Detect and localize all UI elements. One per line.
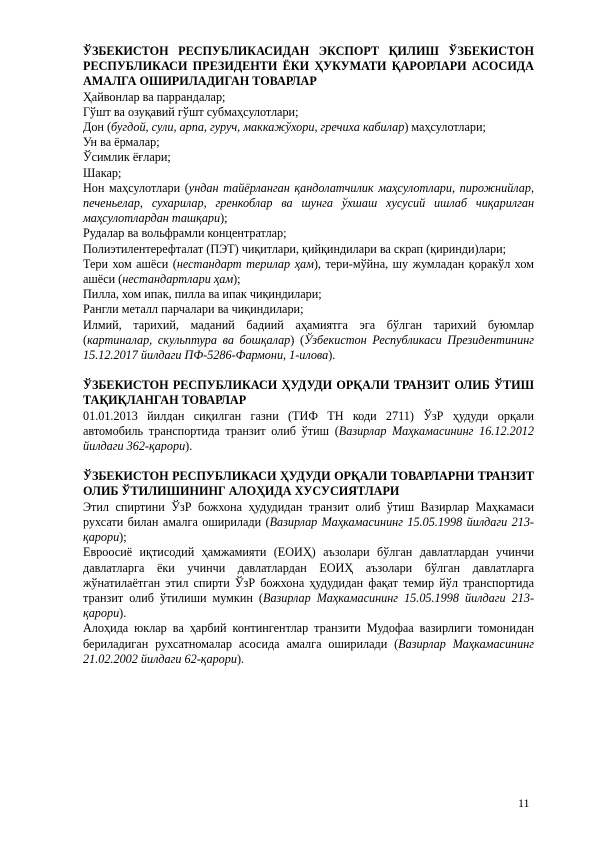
list-item: Шакар; [83,165,122,180]
section-spacer [83,454,534,469]
list-item: Гўшт ва озуқавий гўшт субмаҳсулотлари; [83,104,299,119]
list-item: Этил спиртини ЎзР божхона ҳудудидан транзит олиб ўтиш Вазирлар Маҳкамаси рухсати билан амалга оширилади (Вазирлар Маҳкамасининг 15.05.1998 йилдаги 213-қарори); [83,499,534,545]
list-item: Полиэтилентерефталат (ПЭТ) чиқитлари, қийқиндилари ва скрап (қиринди)лари; [83,241,507,256]
list-item: Рангли металл парчалари ва чиқиндилари; [83,302,304,317]
list-item: Ун ва ёрмалар; [83,135,160,150]
list-item: Ўсимлик ёғлари; [83,150,171,165]
list-item: Нон маҳсулотлари (ундан тайёрланган қандолатчилик маҳсулотлари, пирожнийлар, печеньелар, сухарилар, гренкоблар ва шунга ўхшаш хусусий ишлаб чиқарилган маҳсулотлардан ташқари); [83,180,534,226]
section-heading-transit-prohibited: ЎЗБЕКИСТОН РЕСПУБЛИКАСИ ҲУДУДИ ОРҚАЛИ ТРАНЗИТ ОЛИБ ЎТИШ ТАҚИҚЛАНГАН ТОВАРЛАР [83,378,534,408]
list-item: Ҳайвонлар ва паррандалар; [83,89,226,104]
section-heading-transit-features: ЎЗБЕКИСТОН РЕСПУБЛИКАСИ ҲУДУДИ ОРҚАЛИ ТОВАРЛАРНИ ТРАНЗИТ ОЛИБ ЎТИЛИШИНИНГ АЛОҲИДА ХУСУСИЯТЛАРИ [83,469,534,499]
list-item: Пилла, хом ипак, пилла ва ипак чиқиндилари; [83,287,322,302]
list-item: Рудалар ва вольфрамли концентратлар; [83,226,287,241]
page-number: 11 [518,796,530,810]
list-item: 01.01.2013 йилдан сиқилган газни (ТИФ ТН коди 2711) ЎзР ҳудуди орқали автомобиль транспортида транзит олиб ўтиш (Вазирлар Маҳкамасининг 16.12.2012 йилдаги 362-қарори). [83,408,534,454]
section-heading-export: ЎЗБЕКИСТОН РЕСПУБЛИКАСИДАН ЭКСПОРТ ҚИЛИШ ЎЗБЕКИСТОН РЕСПУБЛИКАСИ ПРЕЗИДЕНТИ ЁКИ ҲУКУМАТИ ҚАРОРЛАРИ АСОСИДА АМАЛГА ОШИРИЛАДИГАН ТОВАРЛАР [83,44,534,89]
list-item: Тери хом ашёси (нестандарт терилар ҳам), тери-мўйна, шу жумладан қоракўл хом ашёси (нестандартлари ҳам); [83,256,535,287]
list-item: Алоҳида юклар ва ҳарбий контингентлар транзити Мудофаа вазирлиги томонидан бериладиган рухсатномалар асосида амалга оширилади (Вазирлар Маҳкамасининг 21.02.2002 йилдаги 62-қарори). [83,621,534,666]
document-page [83,44,534,667]
list-item: Дон (бугдой, сули, арпа, гуруч, маккажўхори, гречиха кабилар) маҳсулотлари; [83,120,486,135]
section-spacer [83,363,534,378]
list-item: Евроосиё иқтисодий ҳамжамияти (ЕОИҲ) аъзолари бўлган давлатлардан учинчи давлатларга ёки учинчи давлатлардан ЕОИҲ аъзолари бўлган давлатларга жўнатилаётган этил спирти ЎзР божхона ҳудудидан фақат темир йўл транспортида транзит олиб ўтилиши мумкин (Вазирлар Маҳкамасининг 15.05.1998 йилдаги 213-қарори). [83,545,534,621]
list-item: Илмий, тарихий, маданий бадиий аҳамиятга эга бўлган тарихий буюмлар (картиналар, скульптура ва бошқалар) (Ўзбекистон Республикаси Президентининг 15.12.2017 йилдаги ПФ-5286-Фармони, 1-илова). [83,317,534,363]
